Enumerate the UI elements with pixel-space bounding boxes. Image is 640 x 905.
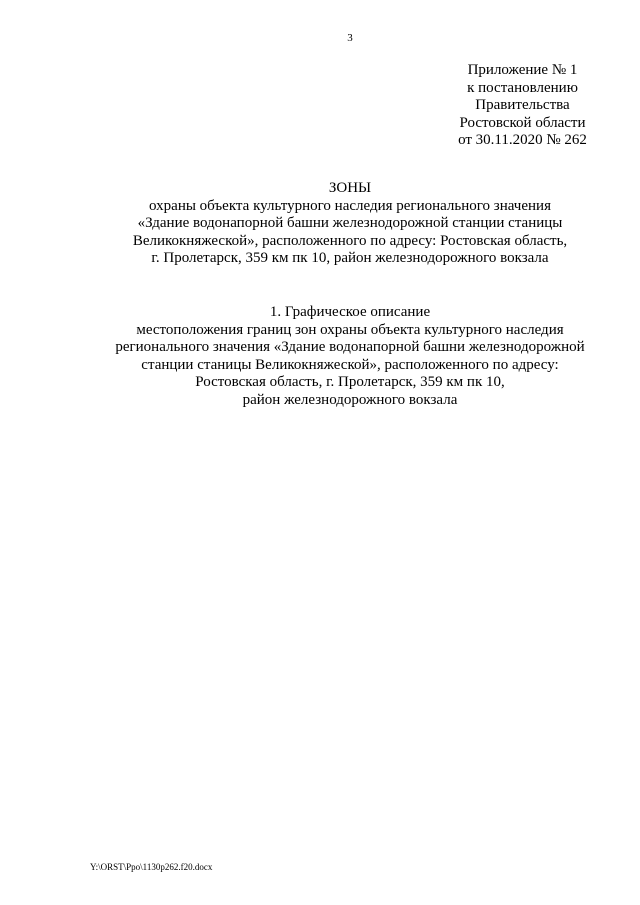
title-line: Великокняжеской», расположенного по адресу: Ростовская область, bbox=[132, 232, 568, 249]
title-line: г. Пролетарск, 359 км пк 10, район железнодорожного вокзала bbox=[151, 250, 549, 267]
title-heading: ЗОНЫ bbox=[328, 180, 372, 196]
section-line: район железнодорожного вокзала bbox=[242, 391, 458, 408]
section-line: Ростовская область, г. Пролетарск, 359 км пк 10, bbox=[195, 374, 505, 391]
section-line: местоположения границ зон охраны объекта культурного наследия bbox=[136, 321, 564, 338]
appendix-line: Ростовской области bbox=[459, 114, 586, 131]
document-title bbox=[40, 180, 640, 268]
appendix-line: от 30.11.2020 № 262 bbox=[458, 132, 587, 149]
section-line: регионального значения «Здание водонапорной башни железнодорожной bbox=[115, 339, 585, 356]
appendix-reference bbox=[440, 62, 605, 150]
title-line: «Здание водонапорной башни железнодорожной станции станицы bbox=[137, 215, 563, 232]
appendix-line: к постановлению bbox=[467, 79, 578, 96]
footer-file-path: Y:\ORST\Ppo\1130p262.f20.docx bbox=[90, 862, 213, 872]
appendix-line: Приложение № 1 bbox=[467, 62, 578, 78]
title-line: охраны объекта культурного наследия регионального значения bbox=[149, 197, 551, 214]
page-number: 3 bbox=[347, 32, 353, 44]
section-heading: 1. Графическое описание bbox=[269, 304, 431, 320]
section-line: станции станицы Великокняжеской», расположенного по адресу: bbox=[141, 356, 559, 373]
section-heading-block bbox=[40, 304, 640, 410]
appendix-line: Правительства bbox=[475, 97, 570, 114]
